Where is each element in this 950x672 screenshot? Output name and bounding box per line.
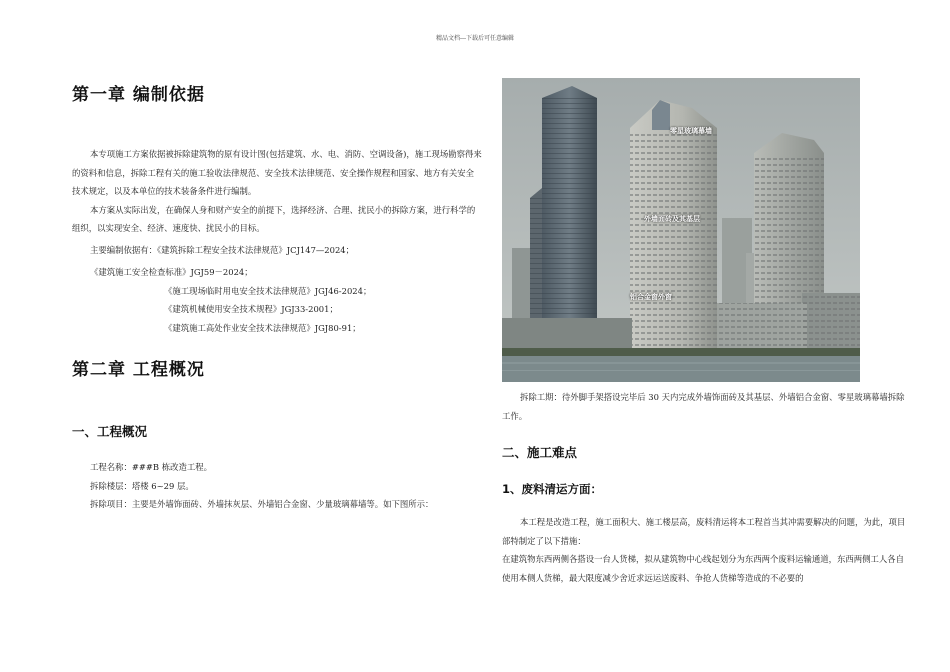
section1-title: 一、工程概况 bbox=[72, 424, 148, 439]
chapter1-para2: 本方案从实际出发，在确保人身和财产安全的前提下，选择经济、合理、扰民小的拆除方案，进行科学的组织，以实现安全、经济、速度快、扰民小的目标。 bbox=[72, 204, 476, 233]
right-column bbox=[502, 388, 912, 587]
basis-item: 《建筑施工高处作业安全技术法律规范》JGJ80-91； bbox=[164, 322, 361, 333]
section2-title: 二、施工难点 bbox=[502, 445, 578, 460]
project-name: 工程名称：###B 栋改造工程。 bbox=[90, 462, 212, 472]
sub1-title: 1、废料清运方面： bbox=[502, 482, 603, 496]
demolition-duration: 拆除工期：待外脚手架搭设完毕后 30 天内完成外墙饰面砖及其基层、外墙铝合金窗、零星玻璃幕墙拆除工作。 bbox=[502, 392, 905, 421]
right-para2: 在建筑物东西两侧各搭设一台人货梯，拟从建筑物中心线起划分为东西两个废料运输通道，东西两侧工人各自使用本侧人货梯，最大限度减少舍近求远运送废料、争抢人货梯等造成的不必要的 bbox=[502, 554, 904, 583]
building-photo bbox=[502, 78, 860, 382]
label-wall-tile: 外墙面砖及其基层 bbox=[644, 215, 700, 223]
chapter2-title: 第二章 工程概况 bbox=[72, 360, 205, 380]
basis-item: 《施工现场临时用电安全技术法律规范》JGJ46-2024； bbox=[164, 285, 372, 296]
chapter1-title: 第一章 编制依据 bbox=[72, 85, 205, 105]
demolition-floors: 拆除楼层：塔楼 6~29 层。 bbox=[90, 480, 194, 491]
header-note: 精品文档---下载后可任意编辑 bbox=[435, 35, 515, 42]
label-glass-curtain: 零星玻璃幕墙 bbox=[670, 127, 712, 135]
basis-intro: 主要编制依据有：《建筑拆除工程安全技术法律规范》JCJ147—2024； bbox=[90, 244, 354, 255]
right-para1: 本工程是改造工程，施工面积大、施工楼层高，废料清运将本工程首当其冲需要解决的问题，为此，项目部特制定了以下措施： bbox=[502, 517, 906, 546]
demolition-items: 拆除项目：主要是外墙饰面砖、外墙抹灰层、外墙铝合金窗、少量玻璃幕墙等。如下图所示： bbox=[90, 499, 434, 509]
chapter1-para1: 本专项施工方案依据被拆除建筑物的原有设计图(包括建筑、水、电、消防、空调设备)，施工现场勘察得来的资料和信息，拆除工程有关的施工验收法律规范、安全技术法律规范、安全操作规程和国家、地方有关安全技术规定，以及本单位的技术装备条件进行编制。 bbox=[72, 149, 482, 196]
left-column bbox=[72, 78, 482, 514]
label-aluminum-window: 铝合金窗外窗 bbox=[630, 293, 672, 301]
basis-item: 《建筑机械使用安全技术规程》JGJ33-2001； bbox=[164, 304, 338, 314]
basis-item: 《建筑施工安全检查标准》JGJ59－2024； bbox=[90, 267, 253, 277]
